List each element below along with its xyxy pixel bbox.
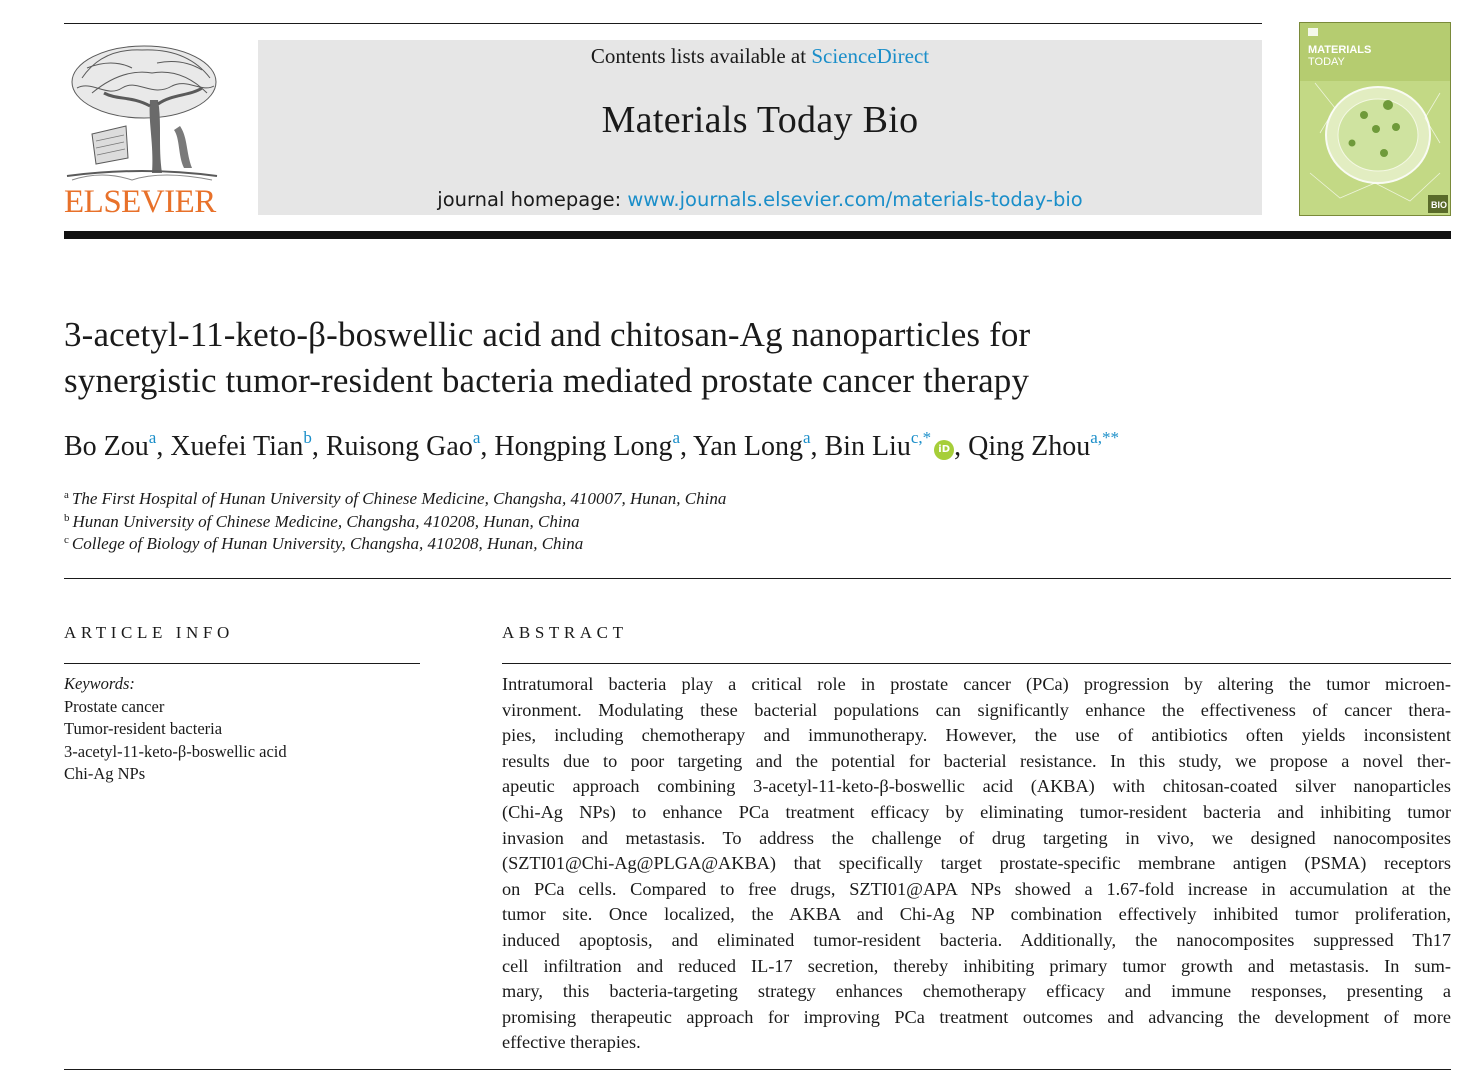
title-line: 3-acetyl-11-keto-β-boswellic acid and chitosan-Ag nanoparticles for bbox=[64, 315, 1031, 354]
keyword: 3-acetyl-11-keto-β-boswellic acid bbox=[64, 741, 287, 761]
affiliation-key: b bbox=[64, 511, 70, 524]
affiliation-text: Hunan University of Chinese Medicine, Changsha, 410208, Hunan, China bbox=[72, 511, 580, 531]
cover-badge: BIO bbox=[1431, 200, 1448, 210]
author-name[interactable]: Yan Long bbox=[693, 431, 803, 462]
affiliation-key: a bbox=[64, 489, 69, 501]
homepage-prefix: journal homepage: bbox=[437, 188, 628, 211]
publisher-name: ELSEVIER bbox=[64, 184, 216, 220]
affiliation-key: c bbox=[64, 534, 69, 546]
abstract-line: on PCa cells. Compared to free drugs, SZTI01@APA NPs showed a 1.67-fold increase in accumulation at the bbox=[502, 878, 1451, 899]
abstract-heading: ABSTRACT bbox=[502, 623, 628, 642]
homepage-line bbox=[258, 188, 1262, 211]
keyword: Chi-Ag NPs bbox=[64, 764, 146, 783]
contents-line bbox=[258, 44, 1262, 69]
author-name[interactable]: Bin Liu bbox=[824, 431, 911, 462]
affiliation bbox=[64, 488, 726, 511]
journal-banner bbox=[258, 40, 1262, 215]
top-rule bbox=[64, 23, 1262, 24]
author-affiliation-marker[interactable]: a bbox=[672, 428, 681, 447]
abstract-line: mary, this bacteria-targeting strategy enhances chemotherapy efficacy and immune responses, presenting a bbox=[502, 981, 1451, 1002]
author-name[interactable]: Hongping Long bbox=[494, 431, 673, 462]
author-separator: , bbox=[680, 431, 693, 462]
author-separator: , bbox=[480, 431, 495, 462]
orcid-icon[interactable]: iD bbox=[934, 440, 954, 460]
affiliation-text: The First Hospital of Hunan University of Chinese Medicine, Changsha, 410007, Hunan, China bbox=[71, 489, 727, 508]
affiliation bbox=[64, 511, 726, 534]
affiliation-text: College of Biology of Hunan University, Changsha, 410208, Hunan, China bbox=[71, 534, 584, 553]
header-rule bbox=[64, 231, 1451, 239]
author-affiliation-marker[interactable]: a bbox=[148, 428, 157, 447]
affiliations bbox=[64, 488, 726, 556]
journal-name: Materials Today Bio bbox=[601, 99, 919, 141]
abstract-line: effective therapies. bbox=[502, 1032, 641, 1053]
abstract-line: cell infiltration and reduced IL-17 secretion, thereby inhibiting primary tumor growth and metastasis. In sum- bbox=[502, 955, 1451, 976]
article-title bbox=[64, 312, 1364, 404]
section-divider bbox=[64, 578, 1451, 579]
keyword: Tumor-resident bacteria bbox=[64, 719, 223, 738]
author-name[interactable]: Ruisong Gao bbox=[325, 431, 473, 462]
abstract-line: (Chi-Ag NPs) to enhance PCa treatment efficacy by eliminating tumor-resident bacteria and inhibiting tumor bbox=[502, 801, 1451, 822]
author-affiliation-marker[interactable]: a,** bbox=[1090, 428, 1120, 447]
abstract-rule bbox=[502, 663, 1451, 664]
author-affiliation-marker[interactable]: c,* bbox=[910, 428, 932, 447]
journal-homepage-link[interactable]: www.journals.elsevier.com/materials-today-bio bbox=[627, 188, 1083, 211]
keyword: Prostate cancer bbox=[64, 696, 165, 716]
author-affiliation-marker[interactable]: a bbox=[472, 428, 481, 447]
abstract-line: pies, including chemotherapy and immunotherapy. However, the use of antibiotics often yields inconsistent bbox=[502, 725, 1451, 746]
keywords-label: Keywords: bbox=[64, 674, 135, 693]
author-separator: , bbox=[311, 431, 326, 462]
bottom-rule bbox=[64, 1069, 1451, 1070]
abstract-line: promising therapeutic approach for improving PCa treatment outcomes and advancing the development of more bbox=[502, 1006, 1451, 1027]
abstract-line: results due to poor targeting and the potential for bacterial resistance. In this study, we propose a novel ther- bbox=[502, 750, 1451, 771]
author-affiliation-marker[interactable]: b bbox=[303, 428, 312, 447]
abstract-line: tumor site. Once localized, the AKBA and Chi-Ag NP combination effectively inhibited tumor proliferation, bbox=[502, 904, 1451, 925]
keywords-block bbox=[64, 673, 287, 786]
author-name[interactable]: Xuefei Tian bbox=[170, 431, 304, 462]
cover-title-line2: TODAY bbox=[1308, 56, 1345, 68]
author-name[interactable]: Qing Zhou bbox=[968, 431, 1091, 462]
author-list bbox=[64, 428, 1120, 463]
contents-prefix: Contents lists available at bbox=[590, 44, 812, 68]
abstract-line: apeutic approach combining 3-acetyl-11-keto-β-boswellic acid (AKBA) with chitosan-coated silver nanoparticles bbox=[502, 776, 1451, 797]
abstract-line: vironment. Modulating these bacterial populations can significantly enhance the effectiveness of cancer thera- bbox=[502, 699, 1451, 720]
sciencedirect-link[interactable]: ScienceDirect bbox=[811, 44, 930, 68]
affiliation bbox=[64, 533, 726, 556]
article-info-heading: ARTICLE INFO bbox=[64, 623, 234, 642]
abstract-line: invasion and metastasis. To address the challenge of drug targeting in vivo, we designed nanocomposites bbox=[502, 827, 1451, 848]
author-separator: , bbox=[810, 431, 825, 462]
author-separator: , bbox=[156, 431, 171, 462]
abstract-line: induced apoptosis, and eliminated tumor-resident bacteria. Additionally, the nanocomposites suppressed Th17 bbox=[502, 929, 1451, 950]
author-name[interactable]: Bo Zou bbox=[64, 431, 149, 462]
abstract-line: Intratumoral bacteria play a critical role in prostate cancer (PCa) progression by altering the tumor microen- bbox=[502, 674, 1451, 694]
title-line: synergistic tumor-resident bacteria mediated prostate cancer therapy bbox=[64, 361, 1030, 400]
abstract-line: (SZTI01@Chi-Ag@PLGA@AKBA) that specifically target prostate-specific membrane antigen (PSMA) receptors bbox=[502, 853, 1451, 874]
article-info-rule bbox=[64, 663, 420, 664]
author-affiliation-marker[interactable]: a bbox=[802, 428, 811, 447]
journal-cover-image bbox=[1299, 22, 1451, 216]
author-separator: , bbox=[954, 431, 969, 462]
abstract-body bbox=[502, 672, 1451, 1056]
cover-title-line1: MATERIALS bbox=[1308, 44, 1372, 56]
